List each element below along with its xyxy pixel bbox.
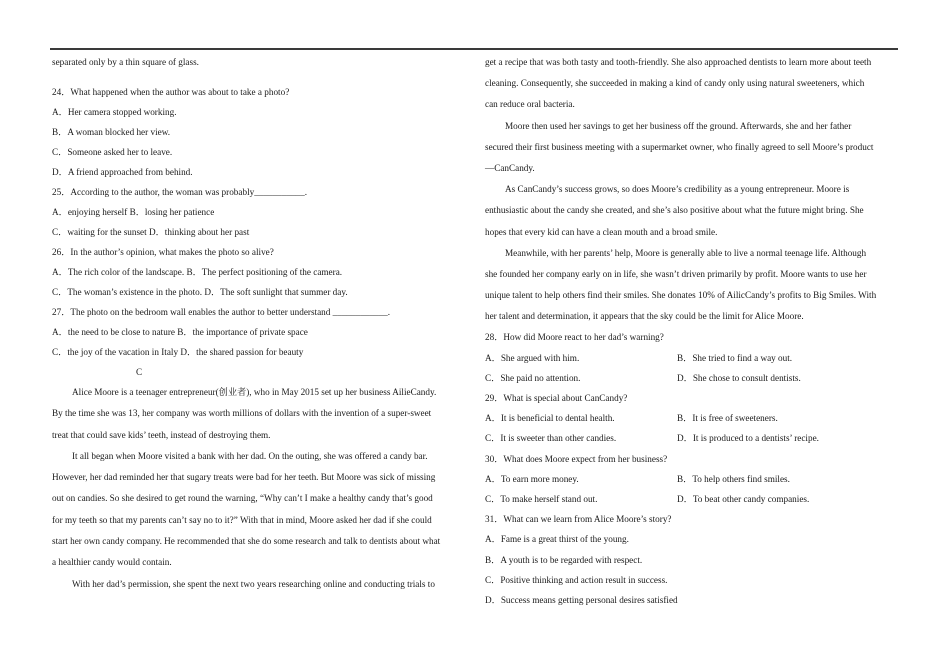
passage-line: Moore then used her savings to get her business off the ground. Afterwards, she and her father xyxy=(505,120,852,131)
passage-line: secured their first business meeting with a supermarket owner, who finally agreed to sell Moore’s product xyxy=(485,141,874,152)
passage-line: start her own candy company. He recommended that she do some research and talk to dentists about what xyxy=(52,536,441,547)
q24-option-b: B．A woman blocked her view. xyxy=(52,127,171,137)
passage-line: As CanCandy’s success grows, so does Moore’s credibility as a young entrepreneur. Moore is xyxy=(505,184,850,195)
passage-line: a healthier candy would contain. xyxy=(52,557,172,568)
q29-options-row-1 xyxy=(485,408,897,428)
passage-line: Meanwhile, with her parents’ help, Moore is generally able to live a normal teenage life. Although xyxy=(505,247,867,258)
header-rule xyxy=(50,48,898,50)
q29-option-a: A．It is beneficial to dental health. xyxy=(485,413,615,424)
q28-option-a: A．She argued with him. xyxy=(485,352,580,363)
passage-line: can reduce oral bacteria. xyxy=(485,99,575,110)
section-label: C xyxy=(136,367,143,377)
q28-options-row-1 xyxy=(485,348,897,368)
q31-option-c: C．Positive thinking and action result in success. xyxy=(485,574,668,585)
question-31-stem: 31．What can we learn from Alice Moore’s story? xyxy=(485,514,672,525)
question-25-stem: 25．According to the author, the woman was probably___________. xyxy=(52,187,308,197)
q29-options-row-2 xyxy=(485,428,897,448)
passage-line: treat that could save kids’ teeth, instead of destroying them. xyxy=(52,429,271,440)
passage-line: —CanCandy. xyxy=(485,162,535,173)
passage-line: her talent and determination, it appears that the sky could be the limit for Alice Moore. xyxy=(485,311,804,322)
passage-line: Alice Moore is a teenager entrepreneur(创业者), who in May 2015 set up her business AilieCandy. xyxy=(72,387,437,397)
q31-option-b: B．A youth is to be regarded with respect. xyxy=(485,554,643,565)
q30-option-a: A．To earn more money. xyxy=(485,473,579,484)
q24-option-d: D．A friend approached from behind. xyxy=(52,167,193,177)
q24-option-c: C．Someone asked her to leave. xyxy=(52,147,173,157)
passage-line: However, her dad reminded her that sugary treats were bad for her teeth. But Moore was sick of missing xyxy=(52,472,436,483)
passage-line: unique talent to help others find their smiles. She donates 10% of AilicCandy’s profits to Big Smiles. With xyxy=(485,290,877,301)
q28-option-b: B．She tried to find a way out. xyxy=(677,352,793,363)
q26-options-ab: A．The rich color of the landscape. B．The perfect positioning of the camera. xyxy=(52,267,343,277)
q30-option-c: C．To make herself stand out. xyxy=(485,493,598,504)
q27-options-cd: C．the joy of the vacation in Italy D．the shared passion for beauty xyxy=(52,347,304,357)
q27-options-ab: A．the need to be close to nature B．the importance of private space xyxy=(52,327,308,337)
passage-line: It all began when Moore visited a bank with her dad. On the outing, she was offered a candy bar. xyxy=(72,450,428,461)
question-24-stem: 24．What happened when the author was about to take a photo? xyxy=(52,87,290,97)
left-column xyxy=(52,52,464,595)
q29-option-b: B．It is free of sweeteners. xyxy=(677,413,778,424)
q25-options-ab: A．enjoying herself B．losing her patience xyxy=(52,207,215,217)
question-29-stem: 29．What is special about CanCandy? xyxy=(485,393,628,403)
passage-line: out on candies. So she desired to get round the warning, “Why can’t I make a healthy candy that’s good xyxy=(52,493,433,504)
q30-options-row-1 xyxy=(485,469,897,489)
q31-option-d: D．Success means getting personal desires satisfied xyxy=(485,594,678,605)
q30-option-b: B．To help others find smiles. xyxy=(677,473,790,484)
right-column xyxy=(485,52,897,610)
q28-option-c: C．She paid no attention. xyxy=(485,372,581,383)
q29-option-c: C．It is sweeter than other candies. xyxy=(485,433,617,444)
q29-option-d: D．It is produced to a dentists’ recipe. xyxy=(677,433,819,444)
passage-line: she founded her company early on in life, she wasn’t driven primarily by profit. Moore wants to use her xyxy=(485,268,867,279)
passage-intro-line: separated only by a thin square of glass. xyxy=(52,57,199,67)
passage-line: With her dad’s permission, she spent the next two years researching online and conducting trials to xyxy=(72,578,435,589)
question-30-stem: 30．What does Moore expect from her business? xyxy=(485,453,668,464)
q28-options-row-2 xyxy=(485,368,897,388)
q31-option-a: A．Fame is a great thirst of the young. xyxy=(485,534,629,545)
q28-option-d: D．She chose to consult dentists. xyxy=(677,372,801,383)
passage-line: enthusiastic about the candy she created, and she’s also positive about what the future might bring. She xyxy=(485,205,864,216)
question-26-stem: 26．In the author’s opinion, what makes the photo so alive? xyxy=(52,247,274,257)
passage-line: for my teeth so that my parents can’t say no to it?” With that in mind, Moore asked her dad if she could xyxy=(52,514,432,525)
question-27-stem: 27．The photo on the bedroom wall enables the author to better understand ____________. xyxy=(52,307,391,317)
passage-line: get a recipe that was both tasty and tooth-friendly. She also approached dentists to learn more about teeth xyxy=(485,57,872,67)
q26-options-cd: C．The woman’s existence in the photo. D．The soft sunlight that summer day. xyxy=(52,287,348,297)
passage-line: hopes that every kid can have a clean mouth and a broad smile. xyxy=(485,226,718,237)
q25-options-cd: C．waiting for the sunset D．thinking about her past xyxy=(52,227,250,237)
question-28-stem: 28．How did Moore react to her dad’s warning? xyxy=(485,332,664,343)
q30-options-row-2 xyxy=(485,489,897,509)
q24-option-a: A．Her camera stopped working. xyxy=(52,107,177,117)
q30-option-d: D．To beat other candy companies. xyxy=(677,493,810,504)
passage-line: By the time she was 13, her company was worth millions of dollars with the invention of a super-sweet xyxy=(52,408,432,419)
passage-line: cleaning. Consequently, she succeeded in making a kind of candy only using natural sweeteners, which xyxy=(485,78,865,89)
